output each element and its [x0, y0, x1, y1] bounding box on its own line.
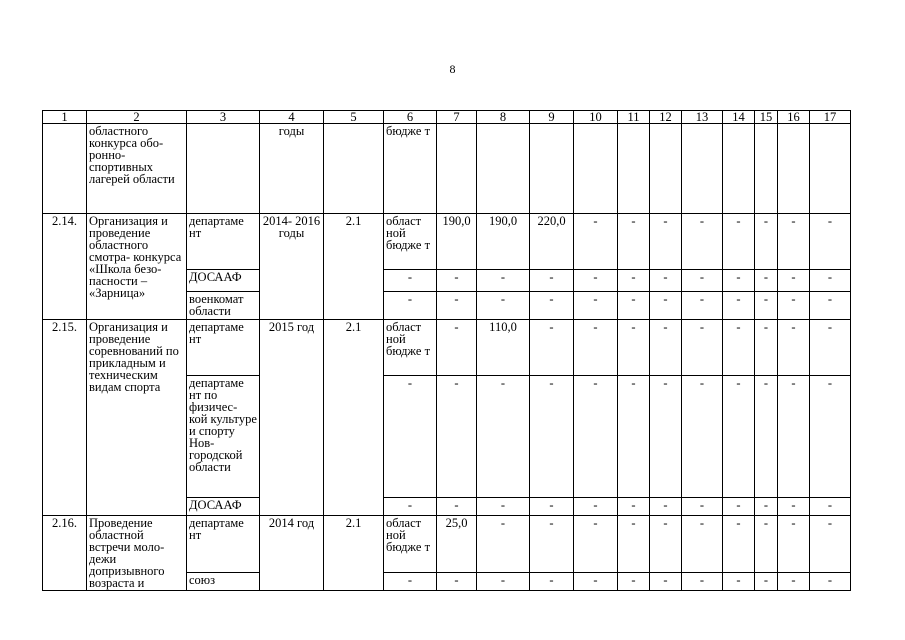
cell-dash: - [384, 498, 437, 516]
cell-dash: - [384, 292, 437, 320]
cell-executor: департаме нт [187, 516, 260, 573]
cell-dash: - [682, 320, 723, 376]
cell-dash: - [723, 572, 755, 590]
cell [618, 124, 650, 214]
cell-dash: - [778, 270, 810, 292]
col-header: 9 [530, 111, 574, 124]
cell-dash: - [574, 214, 618, 270]
header-row [43, 111, 851, 124]
cell [574, 124, 618, 214]
cell-executor: союз [187, 572, 260, 590]
col-header: 14 [723, 111, 755, 124]
cell-dash: - [778, 572, 810, 590]
cell-period: 2014 год [260, 516, 324, 591]
cell-name: Организация и проведение соревнований по прикладным и техническим видам спорта [87, 320, 187, 516]
cell-dash: - [618, 516, 650, 573]
col-header: 13 [682, 111, 723, 124]
cell-dash: - [723, 214, 755, 270]
cell-dash: - [437, 270, 477, 292]
cell-dash: - [437, 376, 477, 498]
cell-dash: - [650, 292, 682, 320]
cell-dash: - [530, 376, 574, 498]
cell [723, 124, 755, 214]
cell-source: област ной бюдже т [384, 320, 437, 376]
cell-dash: - [650, 516, 682, 573]
cell-value: - [437, 320, 477, 376]
cell [43, 124, 87, 214]
cell-dash: - [755, 572, 778, 590]
cell-dash: - [574, 498, 618, 516]
cell-dash: - [723, 498, 755, 516]
cell-executor: военкомат области [187, 292, 260, 320]
cell-dash: - [755, 320, 778, 376]
cell-dash: - [530, 320, 574, 376]
cell-dash: - [650, 498, 682, 516]
cell-dash: - [437, 498, 477, 516]
cell [755, 124, 778, 214]
cell-period: годы [260, 124, 324, 214]
cell-value: 190,0 [477, 214, 530, 270]
col-header: 4 [260, 111, 324, 124]
col-header: 5 [324, 111, 384, 124]
cell-dash: - [810, 270, 851, 292]
col-header: 3 [187, 111, 260, 124]
cell-dash: - [650, 320, 682, 376]
cell [778, 124, 810, 214]
cell-dash: - [437, 572, 477, 590]
cell-dash: - [384, 270, 437, 292]
cell-dash: - [755, 214, 778, 270]
cell-dash: - [810, 498, 851, 516]
cell-dash: - [682, 572, 723, 590]
cell-dash: - [723, 320, 755, 376]
cell [437, 124, 477, 214]
cell-value: 25,0 [437, 516, 477, 573]
cell-dash: - [810, 516, 851, 573]
cell [324, 124, 384, 214]
cell [530, 124, 574, 214]
cell-name: Организация и проведение областного смотра- конкурса «Школа безо- пасности – «Зарница» [87, 214, 187, 320]
cell-dash: - [530, 270, 574, 292]
cell-dash: - [778, 214, 810, 270]
col-header: 10 [574, 111, 618, 124]
cell-dash: - [530, 516, 574, 573]
cell-dash: - [574, 270, 618, 292]
cell-dash: - [477, 292, 530, 320]
cell-dash: - [778, 498, 810, 516]
cell-task: 2.1 [324, 214, 384, 320]
cell-dash: - [755, 516, 778, 573]
cell-dash: - [755, 292, 778, 320]
cell-dash: - [682, 376, 723, 498]
table-row [43, 124, 851, 214]
cell-dash: - [723, 376, 755, 498]
cell-task: 2.1 [324, 516, 384, 591]
cell-dash: - [810, 214, 851, 270]
cell-executor: ДОСААФ [187, 270, 260, 292]
table-row [43, 516, 851, 573]
cell-dash: - [530, 292, 574, 320]
cell-dash: - [755, 498, 778, 516]
cell [810, 124, 851, 214]
table-row [43, 214, 851, 270]
col-header: 15 [755, 111, 778, 124]
cell-dash: - [574, 376, 618, 498]
cell-dash: - [650, 572, 682, 590]
cell-dash: - [723, 516, 755, 573]
cell-number: 2.16. [43, 516, 87, 591]
cell-dash: - [618, 320, 650, 376]
cell [682, 124, 723, 214]
cell-dash: - [477, 516, 530, 573]
col-header: 8 [477, 111, 530, 124]
cell-dash: - [477, 498, 530, 516]
cell-source: област ной бюдже т [384, 214, 437, 270]
cell-dash: - [810, 572, 851, 590]
col-header: 12 [650, 111, 682, 124]
cell-executor: ДОСААФ [187, 498, 260, 516]
cell-dash: - [810, 320, 851, 376]
cell-name: Проведение областной встречи моло- дежи допризывного возраста и [87, 516, 187, 591]
col-header: 2 [87, 111, 187, 124]
cell-name: областного конкурса обо- ронно- спортивных лагерей области [87, 124, 187, 214]
cell-dash: - [810, 376, 851, 498]
cell-value: 220,0 [530, 214, 574, 270]
cell-value: 110,0 [477, 320, 530, 376]
col-header: 11 [618, 111, 650, 124]
col-header: 17 [810, 111, 851, 124]
cell-source: бюдже т [384, 124, 437, 214]
cell-executor: департаме нт по физичес- кой культуре и спорту Нов- городской области [187, 376, 260, 498]
cell-dash: - [530, 572, 574, 590]
cell-dash: - [384, 376, 437, 498]
cell [650, 124, 682, 214]
cell-period: 2014- 2016 годы [260, 214, 324, 320]
cell-dash: - [574, 516, 618, 573]
cell-dash: - [574, 572, 618, 590]
table-row [43, 320, 851, 376]
cell-dash: - [810, 292, 851, 320]
page-number: 8 [449, 62, 456, 76]
cell-dash: - [755, 376, 778, 498]
cell [477, 124, 530, 214]
cell-period: 2015 год [260, 320, 324, 516]
program-table [42, 110, 851, 591]
cell-dash: - [618, 572, 650, 590]
cell-dash: - [618, 214, 650, 270]
cell-dash: - [723, 270, 755, 292]
cell-dash: - [650, 214, 682, 270]
cell-number: 2.15. [43, 320, 87, 516]
cell-dash: - [682, 498, 723, 516]
cell-executor: департаме нт [187, 214, 260, 270]
cell-dash: - [755, 270, 778, 292]
cell-dash: - [723, 292, 755, 320]
cell-dash: - [778, 292, 810, 320]
cell-dash: - [778, 320, 810, 376]
cell-source: област ной бюдже т [384, 516, 437, 573]
cell-task: 2.1 [324, 320, 384, 516]
cell-dash: - [530, 498, 574, 516]
cell-dash: - [682, 516, 723, 573]
cell-dash: - [682, 270, 723, 292]
col-header: 1 [43, 111, 87, 124]
cell-dash: - [778, 376, 810, 498]
cell-dash: - [618, 292, 650, 320]
cell-dash: - [618, 498, 650, 516]
cell-dash: - [477, 572, 530, 590]
cell-dash: - [477, 376, 530, 498]
cell-dash: - [574, 292, 618, 320]
cell-dash: - [650, 376, 682, 498]
cell [187, 124, 260, 214]
cell-dash: - [682, 214, 723, 270]
col-header: 6 [384, 111, 437, 124]
cell-dash: - [618, 376, 650, 498]
cell-dash: - [384, 572, 437, 590]
cell-dash: - [778, 516, 810, 573]
col-header: 16 [778, 111, 810, 124]
col-header: 7 [437, 111, 477, 124]
cell-number: 2.14. [43, 214, 87, 320]
cell-dash: - [437, 292, 477, 320]
cell-dash: - [682, 292, 723, 320]
cell-dash: - [618, 270, 650, 292]
cell-executor: департаме нт [187, 320, 260, 376]
cell-dash: - [650, 270, 682, 292]
cell-dash: - [477, 270, 530, 292]
cell-value: 190,0 [437, 214, 477, 270]
cell-dash: - [574, 320, 618, 376]
